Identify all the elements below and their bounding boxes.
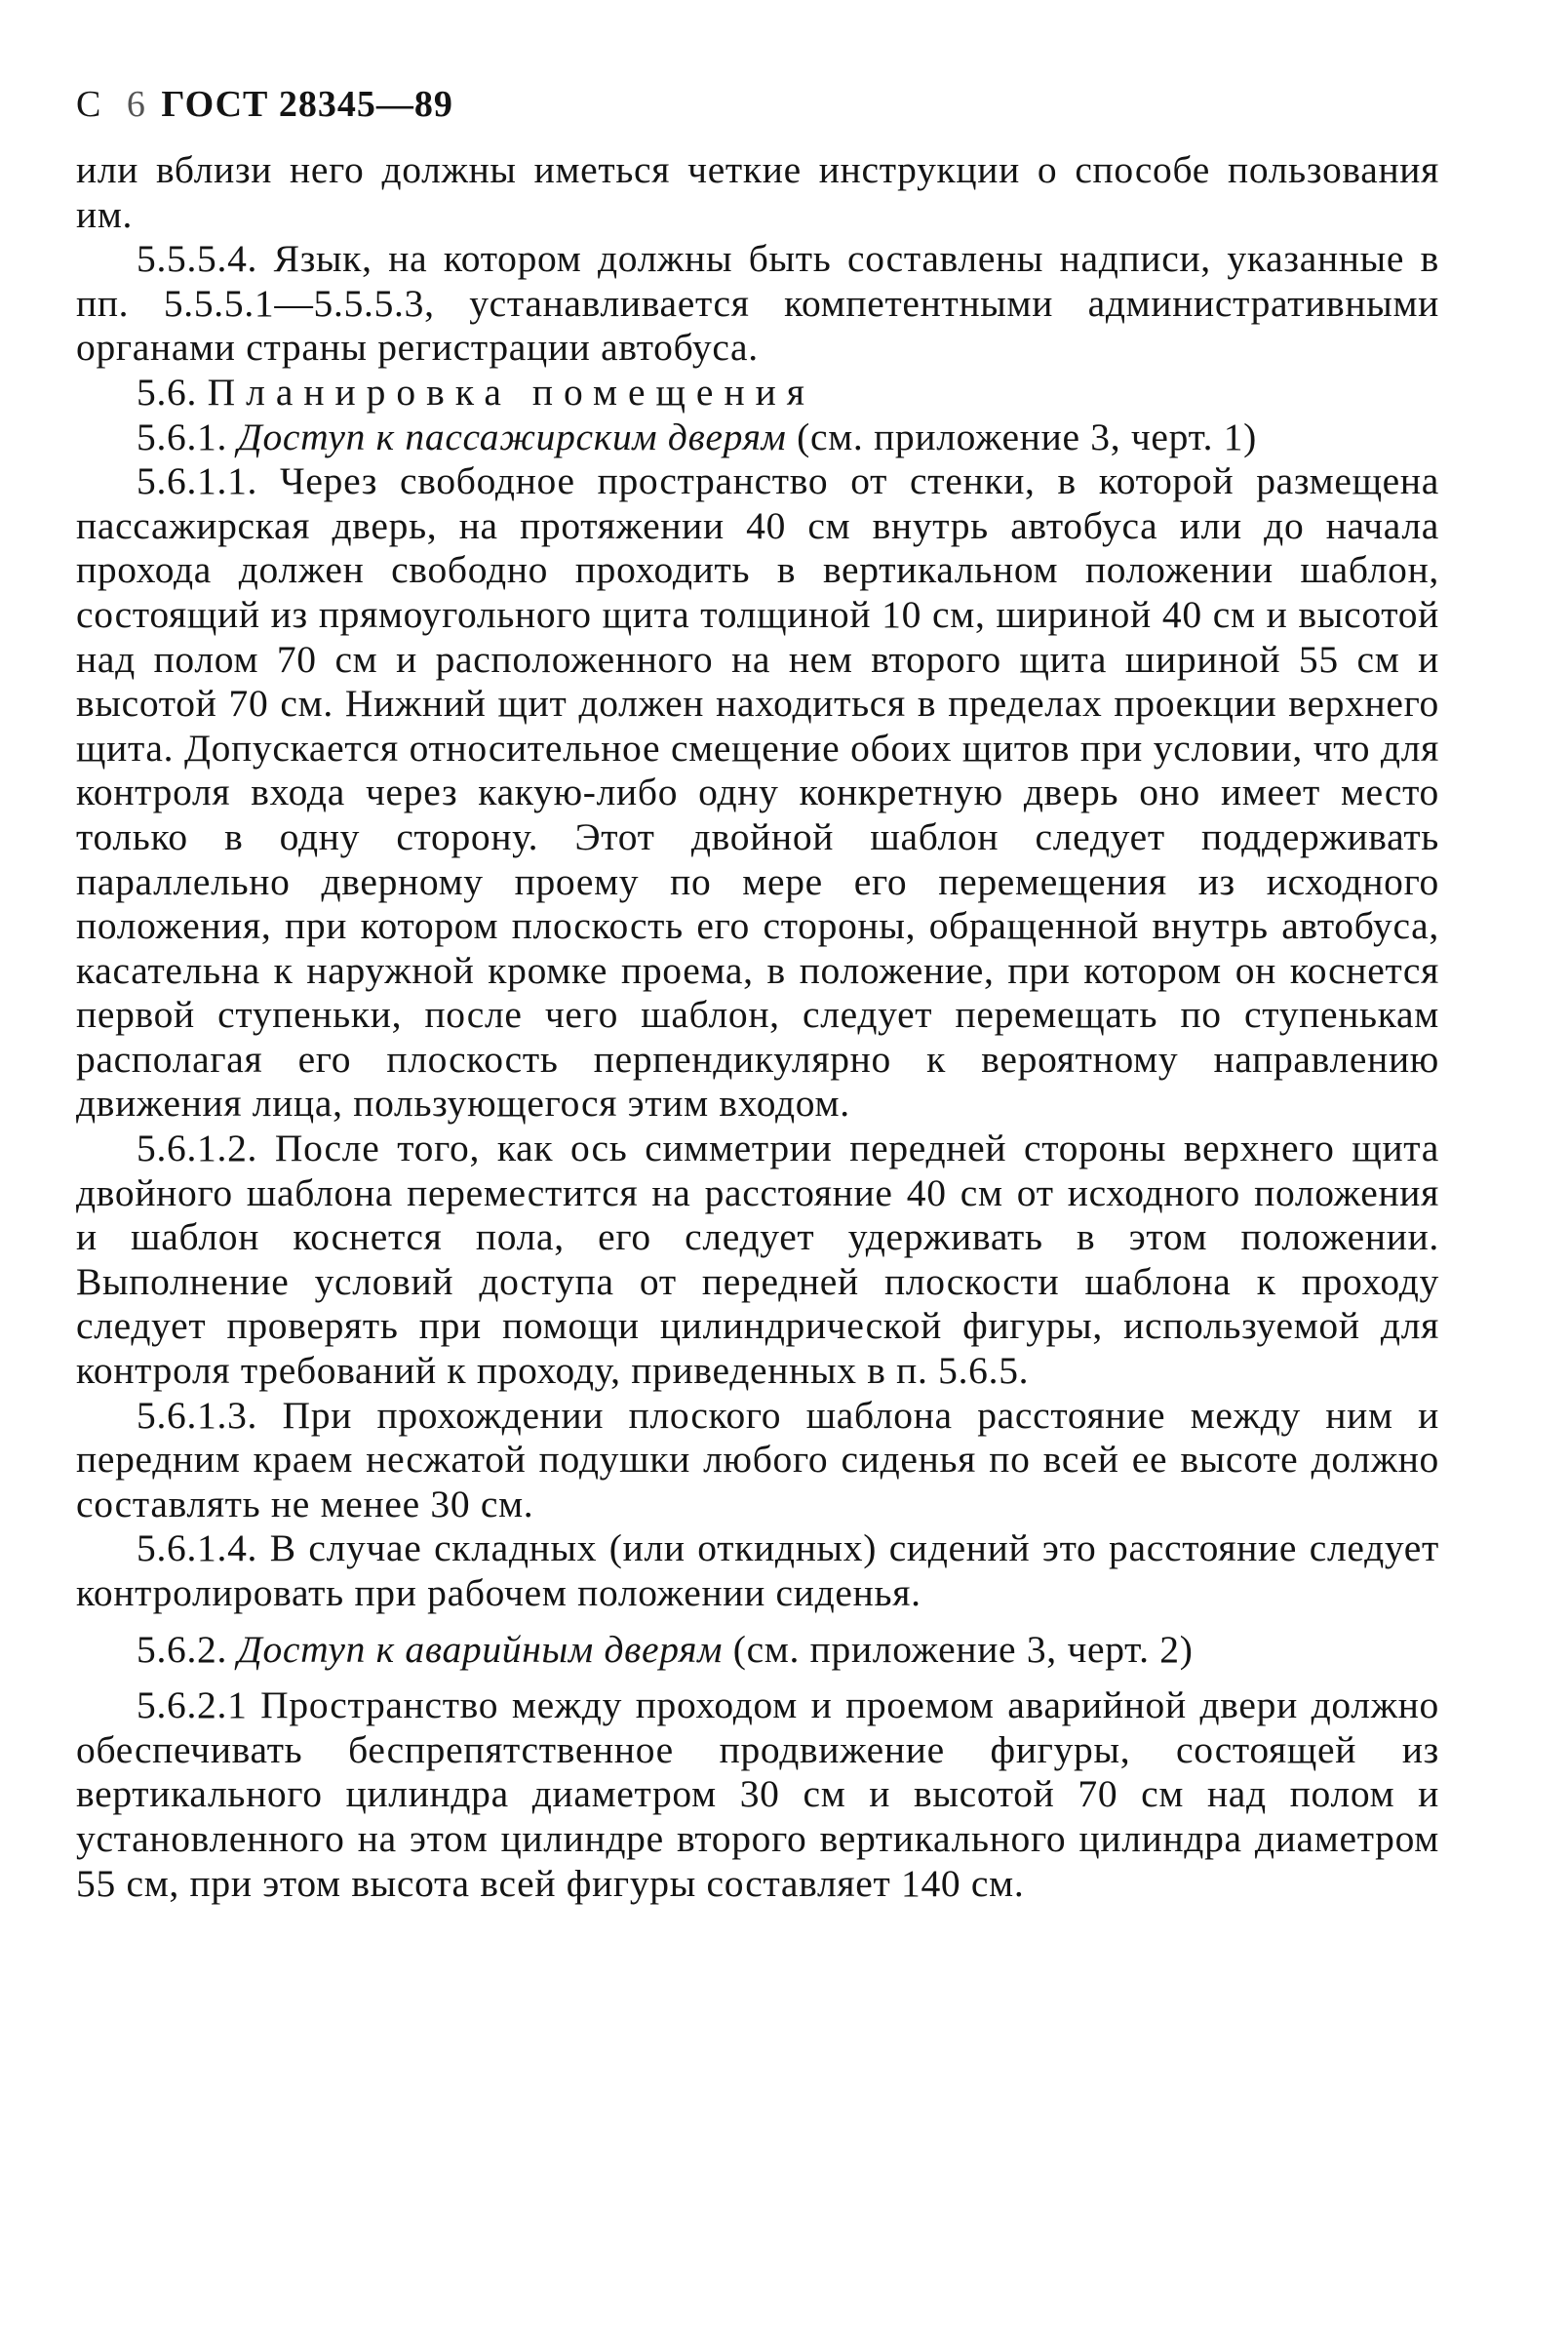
paragraph-5-6-1-1: 5.6.1.1. Через свободное пространство от стенки, в которой размещена пассажирская дверь, на протяжении 40 см внутрь автобуса или до начала прохода должен свободно проходить в вертикальном положении шаблон, состоящий из прямоугольного щита толщиной 10 см, шириной 40 см и высотой над полом 70 см и расположенного на нем второго щита шириной 55 см и высотой 70 см. Нижний щит должен находиться в пределах проекции верхнего щита. Допускается относительное смещение обоих щитов при условии, что для контроля входа через какую-либо одну конкретную дверь оно имеет место только в одну сторону. Этот двойной шаблон следует поддерживать параллельно дверному проему по мере его перемещения из исходного положения, при котором плоскость его стороны, обращенной внутрь автобуса, касательна к наружной кромке проема, в положение, при котором он коснется первой ступеньки, после чего шаблон, следует перемещать по ступенькам располагая его плоскость перпендикулярно к вероятному направлению движения лица, пользующегося этим входом. (76, 459, 1439, 1126)
body-text (76, 148, 1439, 1906)
paragraph-5-6-1-2: 5.6.1.2. После того, как ось симметрии передней стороны верхнего щита двойного шаблона переместится на расстояние 40 см от исходного положения и шаблон коснется пола, его следует удерживать в этом положении. Выполнение условий доступа от передней плоскости шаблона к проходу следует проверять при помощи цилиндрической фигуры, используемой для контроля требований к проходу, приведенных в п. 5.6.5. (76, 1127, 1439, 1393)
subsection-number: 5.6.1. (137, 415, 228, 458)
header-prefix: С (76, 84, 101, 125)
subsection-heading-5-6-2 (76, 1628, 1439, 1673)
page-number: 6 (126, 84, 146, 125)
paragraph-5-6-2-1: 5.6.2.1 Пространство между проходом и проемом аварийной двери должно обеспечивать беспрепятственное продвижение фигуры, состоящей из вертикального цилиндра диаметром 30 см и высотой 70 см над полом и установленного на этом цилиндре второго вертикального цилиндра диаметром 55 см, при этом высота всей фигуры составляет 140 см. (76, 1683, 1439, 1905)
section-heading-5-6 (76, 371, 1439, 416)
paragraph-continuation: или вблизи него должны иметься четкие инструкции о способе пользования им. (76, 148, 1439, 236)
paragraph-5-6-1-4: 5.6.1.4. В случае складных (или откидных) сидений это расстояние следует контролировать при рабочем положении сиденья. (76, 1526, 1439, 1614)
subsection-title: Доступ к аварийным дверям (237, 1627, 724, 1671)
page-header (76, 80, 1439, 129)
paragraph-5-6-1-3: 5.6.1.3. При прохождении плоского шаблона расстояние между ним и передним краем несжатой подушки любого сиденья по всей ее высоте должно составлять не менее 30 см. (76, 1393, 1439, 1525)
subsection-reference: (см. приложение 3, черт. 2) (732, 1627, 1194, 1671)
paragraph-5-5-5-4: 5.5.5.4. Язык, на котором должны быть составлены надписи, указанные в пп. 5.5.5.1—5.5.5.3, устанавливается компетентными административными органами страны регистрации автобуса. (76, 237, 1439, 370)
subsection-title: Доступ к пассажирским дверям (237, 415, 787, 458)
standard-number: ГОСТ 28345—89 (161, 84, 453, 125)
section-title: Планировка помещения (207, 370, 815, 414)
subsection-number: 5.6.2. (137, 1627, 228, 1671)
subsection-heading-5-6-1 (76, 416, 1439, 460)
document-page (76, 80, 1439, 1906)
subsection-reference: (см. приложение 3, черт. 1) (797, 415, 1258, 458)
section-number: 5.6. (137, 370, 198, 414)
